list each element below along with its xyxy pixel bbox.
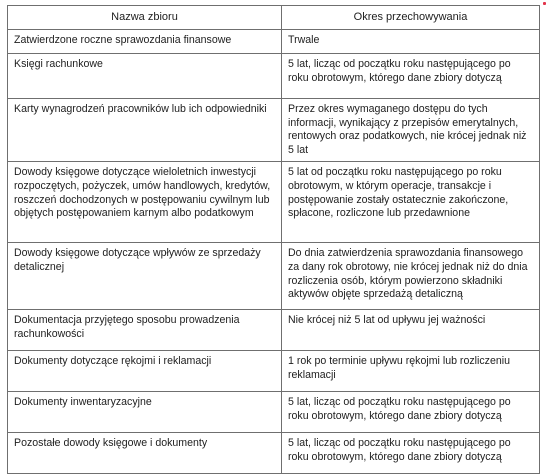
table-row <box>8 162 540 243</box>
retention-period: 1 rok po terminie upływu rękojmi lub rozliczeniu reklamacji <box>288 355 510 381</box>
record-name: Księgi rachunkowe <box>14 58 103 70</box>
record-name-cell <box>8 54 282 99</box>
retention-period-cell <box>282 351 540 392</box>
record-name-cell <box>8 243 282 310</box>
header-period: Okres przechowywania <box>282 6 540 30</box>
retention-period: Nie krócej niż 5 lat od upływu jej ważności <box>288 314 486 327</box>
retention-period: 5 lat, licząc od początku roku następującego po roku obrotowym, którego dane zbiory dotyczą <box>288 58 511 84</box>
record-name: Dokumentacja przyjętego sposobu prowadzenia rachunkowości <box>14 314 240 340</box>
retention-period-cell <box>282 392 540 433</box>
table-row <box>8 310 540 351</box>
retention-period-cell <box>282 310 540 351</box>
retention-period: 5 lat, licząc od początku roku następującego po roku obrotowym, którego dane zbiory dotyczą <box>288 396 511 422</box>
record-name: Zatwierdzone roczne sprawozdania finansowe <box>14 34 232 46</box>
table-row <box>8 99 540 162</box>
table-body <box>8 30 540 474</box>
table-row <box>8 30 540 54</box>
table-row <box>8 351 540 392</box>
retention-period-cell <box>282 54 540 99</box>
record-name-cell <box>8 30 282 54</box>
table-header <box>8 6 540 30</box>
table-row <box>8 243 540 310</box>
record-name-cell <box>8 351 282 392</box>
retention-period: Do dnia zatwierdzenia sprawozdania finansowego za dany rok obrotowy, nie krócej jednak niż do dnia rozliczenia osób, którym powierzono składniki aktywów objęte sprzedażą detaliczną <box>288 247 528 301</box>
retention-period: Trwale <box>288 34 320 46</box>
record-name: Dokumenty inwentaryzacyjne <box>14 396 152 409</box>
retention-period-cell <box>282 30 540 54</box>
retention-table <box>7 5 540 474</box>
record-name: Pozostałe dowody księgowe i dokumenty <box>14 437 208 450</box>
record-name: Karty wynagrodzeń pracowników lub ich odpowiedniki <box>14 103 267 115</box>
record-name-cell <box>8 162 282 243</box>
retention-period-cell <box>282 243 540 310</box>
record-name-cell <box>8 392 282 433</box>
retention-period-cell <box>282 433 540 474</box>
corner-marker <box>543 2 546 5</box>
record-name-cell <box>8 99 282 162</box>
table-row <box>8 433 540 474</box>
table-row <box>8 54 540 99</box>
record-name: Dowody księgowe dotyczące wpływów ze sprzedaży detalicznej <box>14 247 261 273</box>
record-name-cell <box>8 310 282 351</box>
record-name-cell <box>8 433 282 474</box>
record-name: Dowody księgowe dotyczące wieloletnich inwestycji rozpoczętych, pożyczek, umów handlowych, kredytów, roszczeń dochodzonych w postępowaniu cywilnym lub objętych postępowaniem karnym albo podatkowym <box>14 166 271 220</box>
retention-period: Przez okres wymaganego dostępu do tych informacji, wynikający z przepisów emerytalnych, rentowych oraz podatkowych, nie krócej jednak niż 5 lat <box>288 103 527 156</box>
header-row <box>8 6 540 30</box>
table-row <box>8 392 540 433</box>
retention-period-cell <box>282 99 540 162</box>
retention-period: 5 lat od początku roku następującego po roku obrotowym, w którym operacje, transakcje i postępowanie zostały ostatecznie zakończone, spłacone, rozliczone lub przedawnione <box>288 166 509 220</box>
header-name: Nazwa zbioru <box>8 6 282 30</box>
retention-period-cell <box>282 162 540 243</box>
retention-period: 5 lat, licząc od początku roku następującego po roku obrotowym, którego dane zbiory dotyczą <box>288 437 511 463</box>
record-name: Dokumenty dotyczące rękojmi i reklamacji <box>14 355 212 368</box>
